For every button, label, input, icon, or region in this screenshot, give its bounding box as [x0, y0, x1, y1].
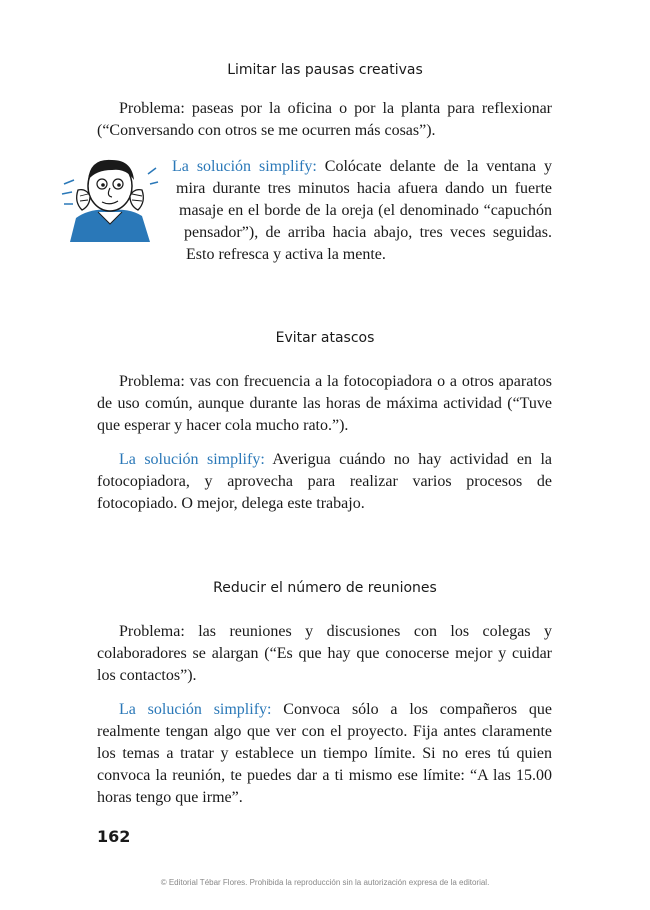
solution-line: La solución simplify: Colócate delante de la ventana y — [172, 158, 553, 175]
copyright-footer: © Editorial Tébar Flores. Prohibida la reproducción sin la autorización expresa de la editorial. — [160, 878, 490, 887]
problem-paragraph-atascos: Problema: vas con frecuencia a la fotocopiadora o a otros aparatos de uso común, aunque durante las horas de máxima actividad (“Tuve que esperar y hacer cola mucho rato.”). — [97, 373, 552, 434]
page-number: 162 — [97, 827, 131, 846]
section-heading-atascos: Evitar atascos — [275, 330, 375, 346]
solution-label: La solución simplify: — [119, 451, 265, 468]
problem-paragraph-reuniones: Problema: las reuniones y discusiones con los colegas y colaboradores se alargan (“Es que hay que conocerse mejor y cuidar los contactos”). — [97, 623, 552, 684]
problem-paragraph-pausas: Problema: paseas por la oficina o por la planta para reflexionar (“Conversando con otros se me ocurren más cosas”). — [97, 100, 552, 139]
section-heading-reuniones: Reducir el número de reuniones — [213, 580, 437, 596]
solution-line: masaje en el borde de la oreja (el denominado “capuchón — [179, 202, 552, 219]
solution-label: La solución simplify: — [172, 158, 317, 175]
solution-line: pensador”), de arriba hacia abajo, tres veces seguidas. — [184, 224, 552, 241]
solution-text: Averigua cuándo no hay actividad en la fotocopiadora, y aprovecha para realizar varios procesos de fotocopiado. O mejor, delega este trabajo. — [97, 451, 552, 512]
solution-label: La solución simplify: — [119, 701, 272, 718]
solution-text: Convoca sólo a los compañeros que realmente tengan algo que ver con el proyecto. Fija antes claramente los temas a tratar y establece un tiempo límite. Si no eres tú quien convoca la reunión, te puedes dar a ti mismo ese límite: “A las 15.00 horas tengo que irme”. — [97, 701, 553, 806]
solution-line: mira durante tres minutos hacia afuera dando un fuerte — [176, 180, 552, 197]
thinking-man-massaging-ear-icon — [60, 150, 160, 247]
solution-paragraph-reuniones — [97, 699, 552, 809]
solution-paragraph-atascos — [97, 449, 552, 515]
solution-line: Esto refresca y activa la mente. — [186, 246, 386, 263]
section-heading-pausas: Limitar las pausas creativas — [227, 62, 423, 78]
